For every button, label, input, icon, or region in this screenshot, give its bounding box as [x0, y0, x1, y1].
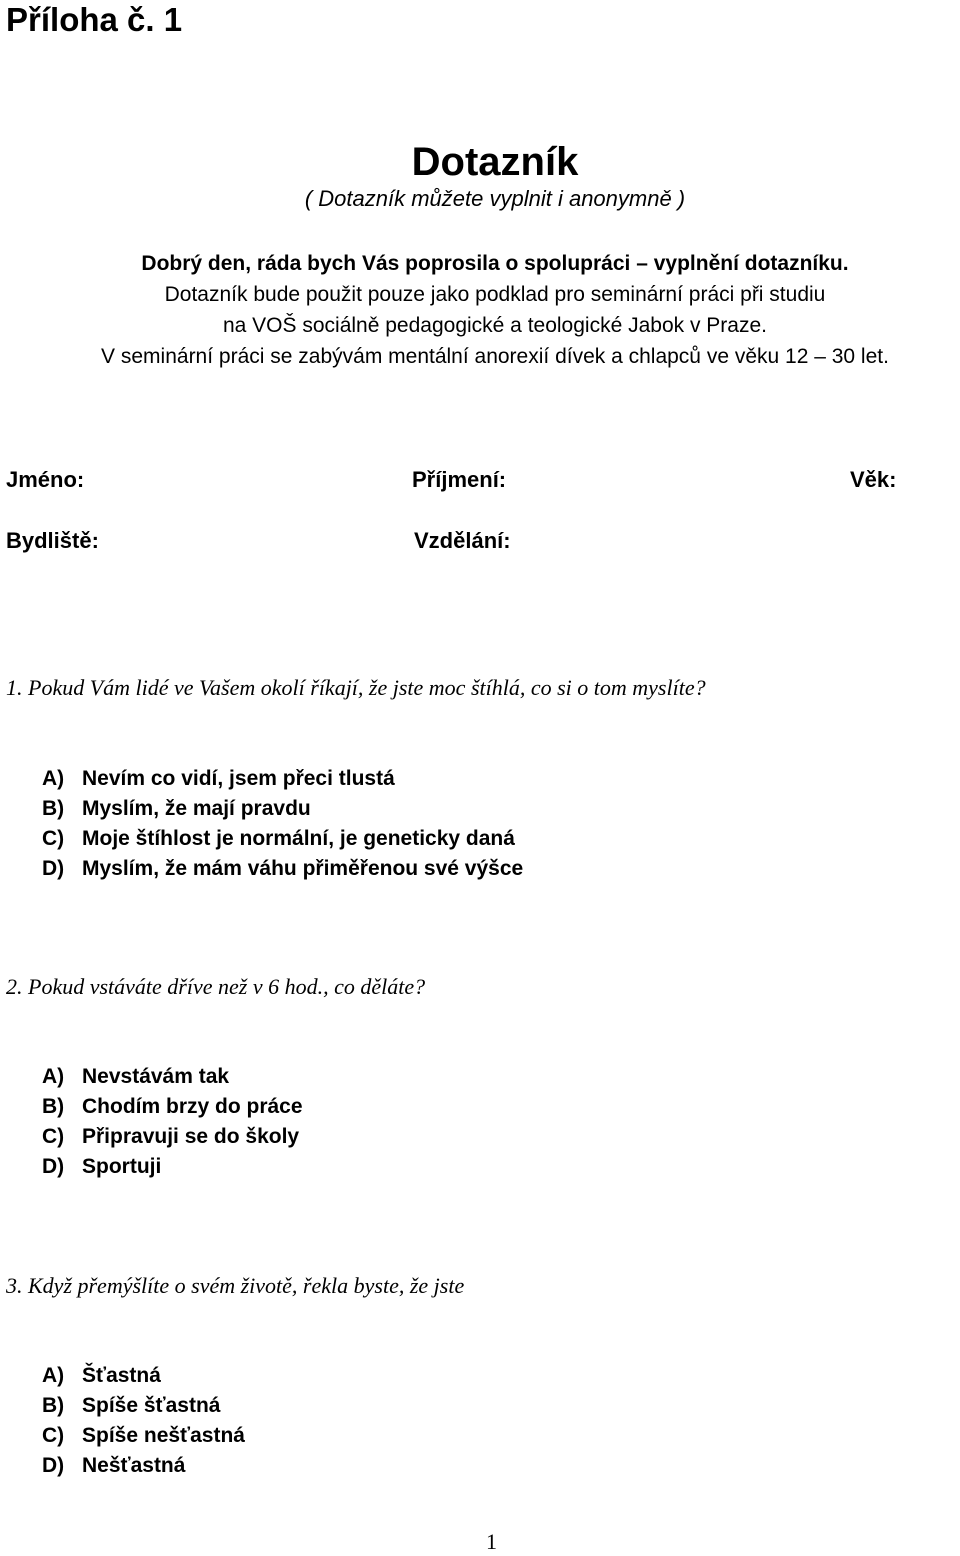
question-text: Když přemýšlíte o svém životě, řekla byste, že jste [28, 1273, 465, 1298]
answer-option[interactable]: A) Šťastná [42, 1364, 161, 1387]
answer-option[interactable]: D) Sportuji [42, 1155, 162, 1178]
answer-option[interactable]: B) Myslím, že mají pravdu [42, 797, 311, 820]
question-3-answers [42, 1361, 245, 1481]
answer-option[interactable]: D) Nešťastná [42, 1454, 186, 1477]
answer-option[interactable]: A) Nevím co vidí, jsem přeci tlustá [42, 767, 395, 790]
intro-paragraph [0, 248, 960, 372]
question-1-answers [42, 764, 523, 884]
field-education-label: Vzdělání: [414, 528, 511, 553]
appendix-heading: Příloha č. 1 [6, 1, 183, 38]
question-number: 1. [6, 675, 23, 700]
answer-option[interactable]: C) Moje štíhlost je normální, je geneticky daná [42, 827, 515, 850]
answer-option[interactable]: A) Nevstávám tak [42, 1065, 230, 1088]
field-residence-label: Bydliště: [6, 528, 99, 553]
field-age-label: Věk: [850, 467, 897, 492]
answer-option[interactable]: D) Myslím, že mám váhu přiměřenou své výšce [42, 857, 524, 880]
answer-option[interactable]: B) Chodím brzy do práce [42, 1095, 303, 1118]
question-3 [6, 1271, 464, 1301]
question-1 [6, 673, 706, 703]
answer-option[interactable]: B) Spíše šťastná [42, 1394, 221, 1417]
questionnaire-subtitle: ( Dotazník můžete vyplnit i anonymně ) [304, 186, 686, 211]
question-text: Pokud Vám lidé ve Vašem okolí říkají, že jste moc štíhlá, co si o tom myslíte? [28, 675, 706, 700]
intro-line: Dobrý den, ráda bych Vás poprosila o spolupráci – vyplnění dotazníku. [141, 252, 849, 275]
question-2 [6, 972, 425, 1002]
answer-option[interactable]: C) Připravuji se do školy [42, 1125, 300, 1148]
intro-line: na VOŠ sociálně pedagogické a teologické Jabok v Praze. [222, 314, 767, 337]
question-text: Pokud vstáváte dříve než v 6 hod., co děláte? [28, 974, 426, 999]
questionnaire-title: Dotazník [411, 140, 579, 184]
intro-line: Dotazník bude použit pouze jako podklad pro seminární práci při studiu [164, 283, 826, 306]
page-number: 1 [486, 1529, 497, 1554]
answer-option[interactable]: C) Spíše nešťastná [42, 1424, 245, 1447]
question-number: 3. [6, 1273, 23, 1298]
intro-line: V seminární práci se zabývám mentální anorexií dívek a chlapců ve věku 12 – 30 let. [101, 345, 889, 368]
field-surname-label: Příjmení: [412, 467, 507, 492]
field-name-label: Jméno: [6, 467, 85, 492]
question-2-answers [42, 1062, 303, 1182]
question-number: 2. [6, 974, 23, 999]
